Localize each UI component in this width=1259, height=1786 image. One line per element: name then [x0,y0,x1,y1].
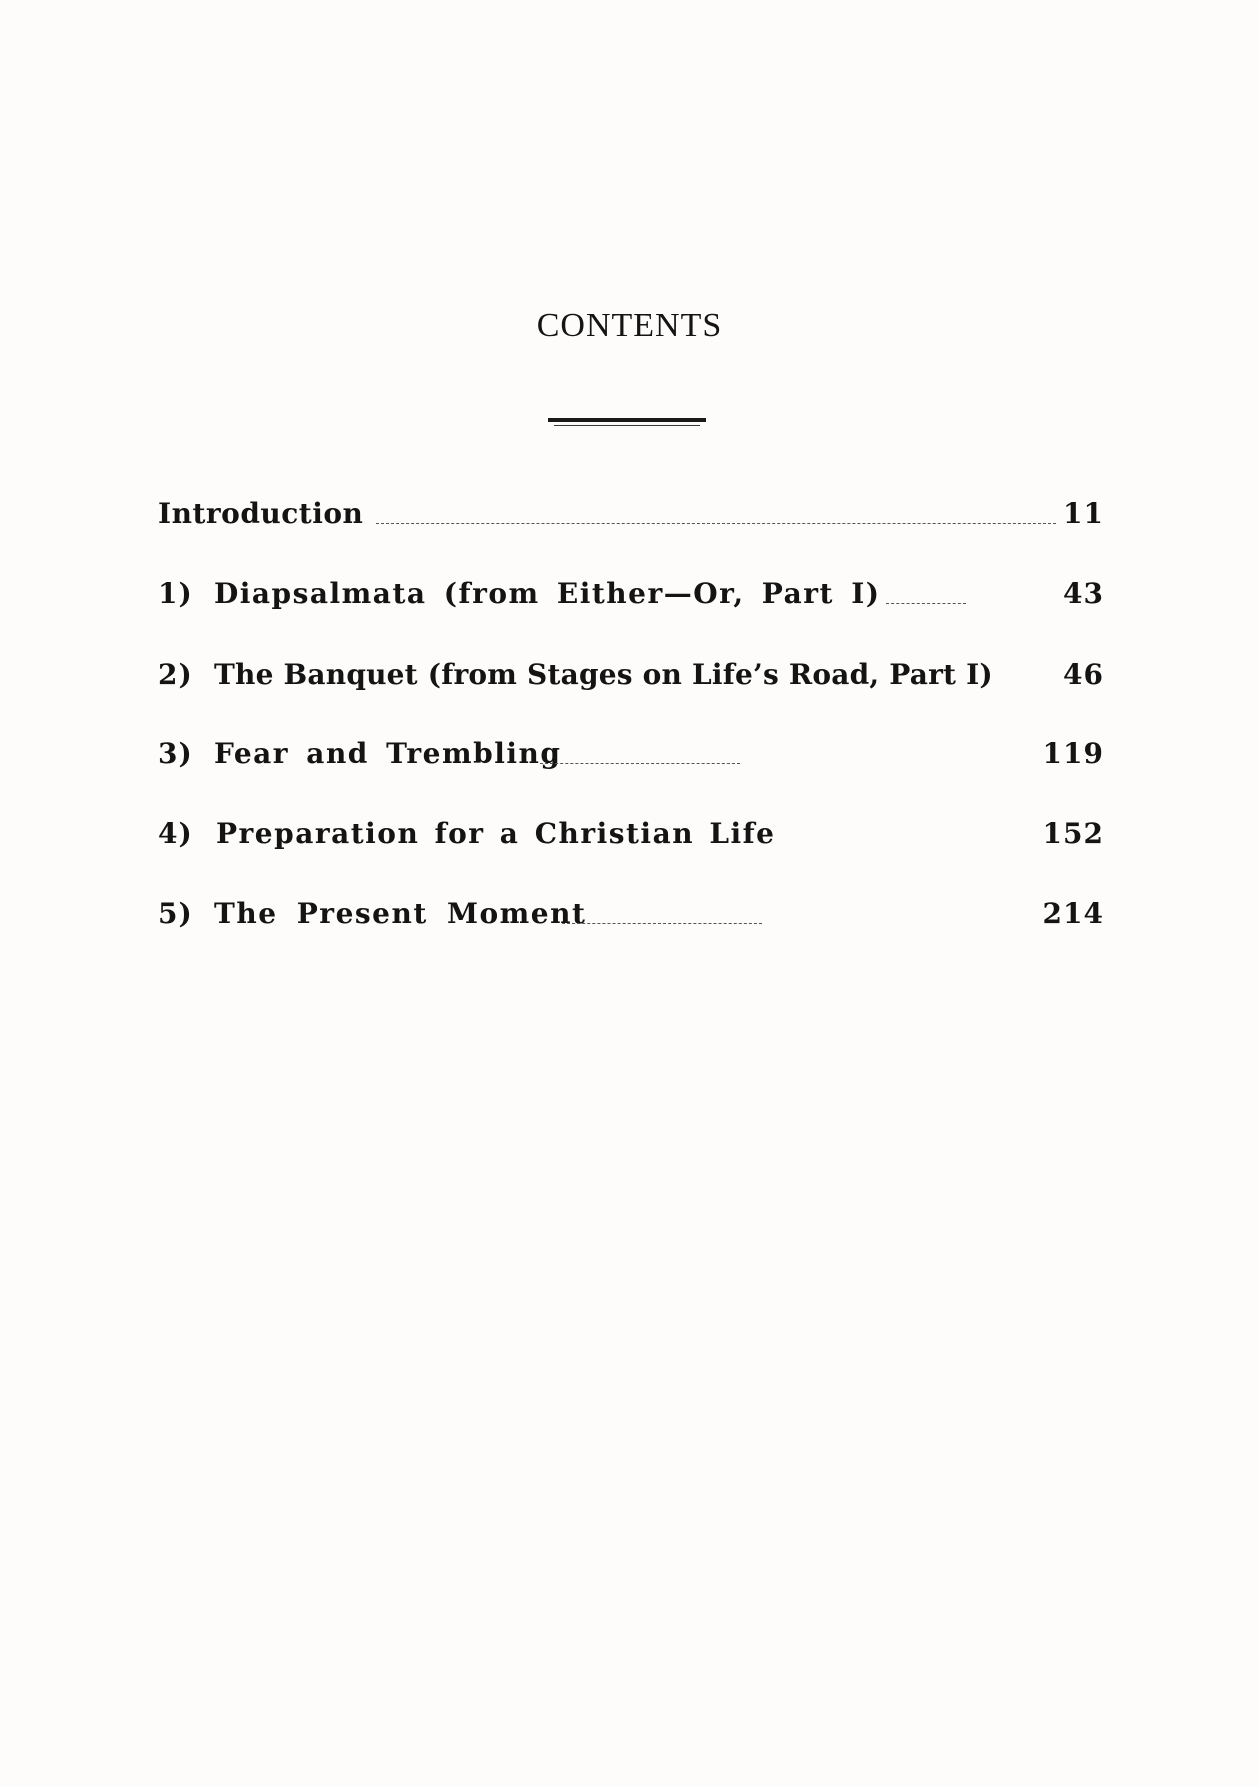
toc-entry-introduction[interactable] [158,494,1104,534]
toc-entry-page: 119 [1042,737,1104,770]
toc-entry-title: Preparation for a Christian Life [216,817,776,850]
toc-entry-title: Fear and Trembling [214,737,562,770]
toc-entry-page: 214 [1042,897,1104,930]
dot-leader [562,923,762,924]
toc-entry-diapsalmata[interactable] [158,574,1104,614]
toc-entry-title: The Present Moment [214,897,587,930]
toc-entry-number: 1) [158,577,193,610]
toc-entry-number: 2) [158,658,193,691]
toc-entry-page: 43 [1063,577,1104,610]
toc-entry-present-moment[interactable] [158,894,1104,934]
dot-leader [540,763,740,764]
toc-entry-number: 4) [158,817,193,850]
dot-leader [376,523,1056,524]
toc-entry-title: The Banquet (from Stages on Life’s Road, Part I) [214,658,993,691]
table-of-contents [158,0,1104,1000]
toc-entry-preparation[interactable] [158,814,1104,854]
toc-entry-title: Diapsalmata (from Either—Or, Part I) [214,577,881,610]
toc-entry-banquet[interactable] [158,655,1104,695]
page-title: CONTENTS [536,307,723,344]
dot-leader [886,603,966,604]
toc-entry-fear-and-trembling[interactable] [158,734,1104,774]
toc-entry-page: 46 [1063,658,1104,691]
toc-entry-title: Introduction [158,497,364,530]
toc-entry-number: 3) [158,737,193,770]
toc-entry-page: 152 [1042,817,1104,850]
toc-entry-page: 11 [1063,497,1104,530]
toc-entry-number: 5) [158,897,193,930]
